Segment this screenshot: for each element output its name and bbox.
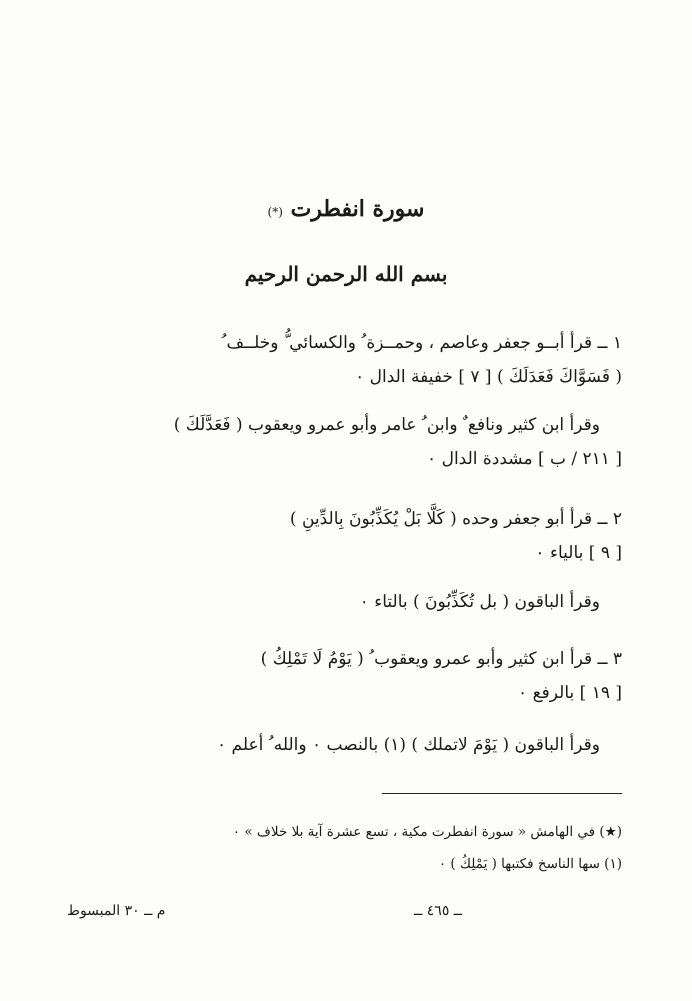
- paragraph-line: ١ ــ قرأ أبــو جعفر وعاصم ، وحمــزة ُ والكسائي ُّ وخلــف ُ: [221, 333, 622, 353]
- paragraph-2: [67, 408, 622, 476]
- paragraph-5: [67, 642, 622, 710]
- paragraph-line: ٣ ــ قرأ ابن كثير وأبو عمرو ويعقوب ُ ( يَوْمُ لَا تَمْلِكُ ): [260, 649, 622, 669]
- footnote-marker: (*): [267, 205, 283, 219]
- paragraph-6: [67, 728, 622, 762]
- paragraph-line: [ ٢١١ / ب ] مشددة الدال ٠: [427, 449, 622, 469]
- footnote-2: (١) سها الناسخ فكتبها ( يَمْلِكُ ) ٠: [438, 856, 622, 872]
- page-footer: [67, 903, 622, 919]
- paragraph-1: [67, 326, 622, 394]
- paragraph-line: [ ١٩ ] بالرفع ٠: [518, 683, 622, 703]
- paragraph-line: وقرأ الباقون ( بل تُكَذِّبُونَ ) بالتاء ٠: [359, 592, 600, 612]
- surah-title: [0, 196, 692, 222]
- page-number: ــ ٤٦٥ ــ: [414, 903, 462, 919]
- surah-title-text: سورة انفطرت: [290, 196, 425, 222]
- footnote-divider: [382, 793, 622, 794]
- paragraph-line: [ ٩ ] بالياء ٠: [535, 543, 622, 563]
- paragraph-line: وقرأ ابن كثير ونافع ٌ وابن ُ عامر وأبو عمرو ويعقوب ( فَعَدَّلَكَ ): [173, 415, 600, 435]
- paragraph-4: [67, 585, 622, 619]
- printer-signature: م ــ ٣٠ المبسوط: [67, 903, 166, 919]
- footnote-1: (★) في الهامش « سورة انفطرت مكية ، تسع عشرة آية بلا خلاف » ٠: [232, 824, 622, 840]
- paragraph-line: وقرأ الباقون ( يَوْمَ لاتملك ) (١) بالنصب ٠ والله ُ أعلم ٠: [216, 735, 600, 755]
- basmala: بسم الله الرحمن الرحيم: [244, 262, 448, 286]
- paragraph-line: ( فَسَوَّاكَ فَعَدَلَكَ ) [ ٧ ] خفيفة الدال ٠: [355, 367, 622, 387]
- paragraph-line: ٢ ــ قرأ أبو جعفر وحده ( كَلَّا بَلْ يُكَذِّبُونَ بِالدِّينِ ): [289, 509, 622, 529]
- paragraph-3: [67, 502, 622, 570]
